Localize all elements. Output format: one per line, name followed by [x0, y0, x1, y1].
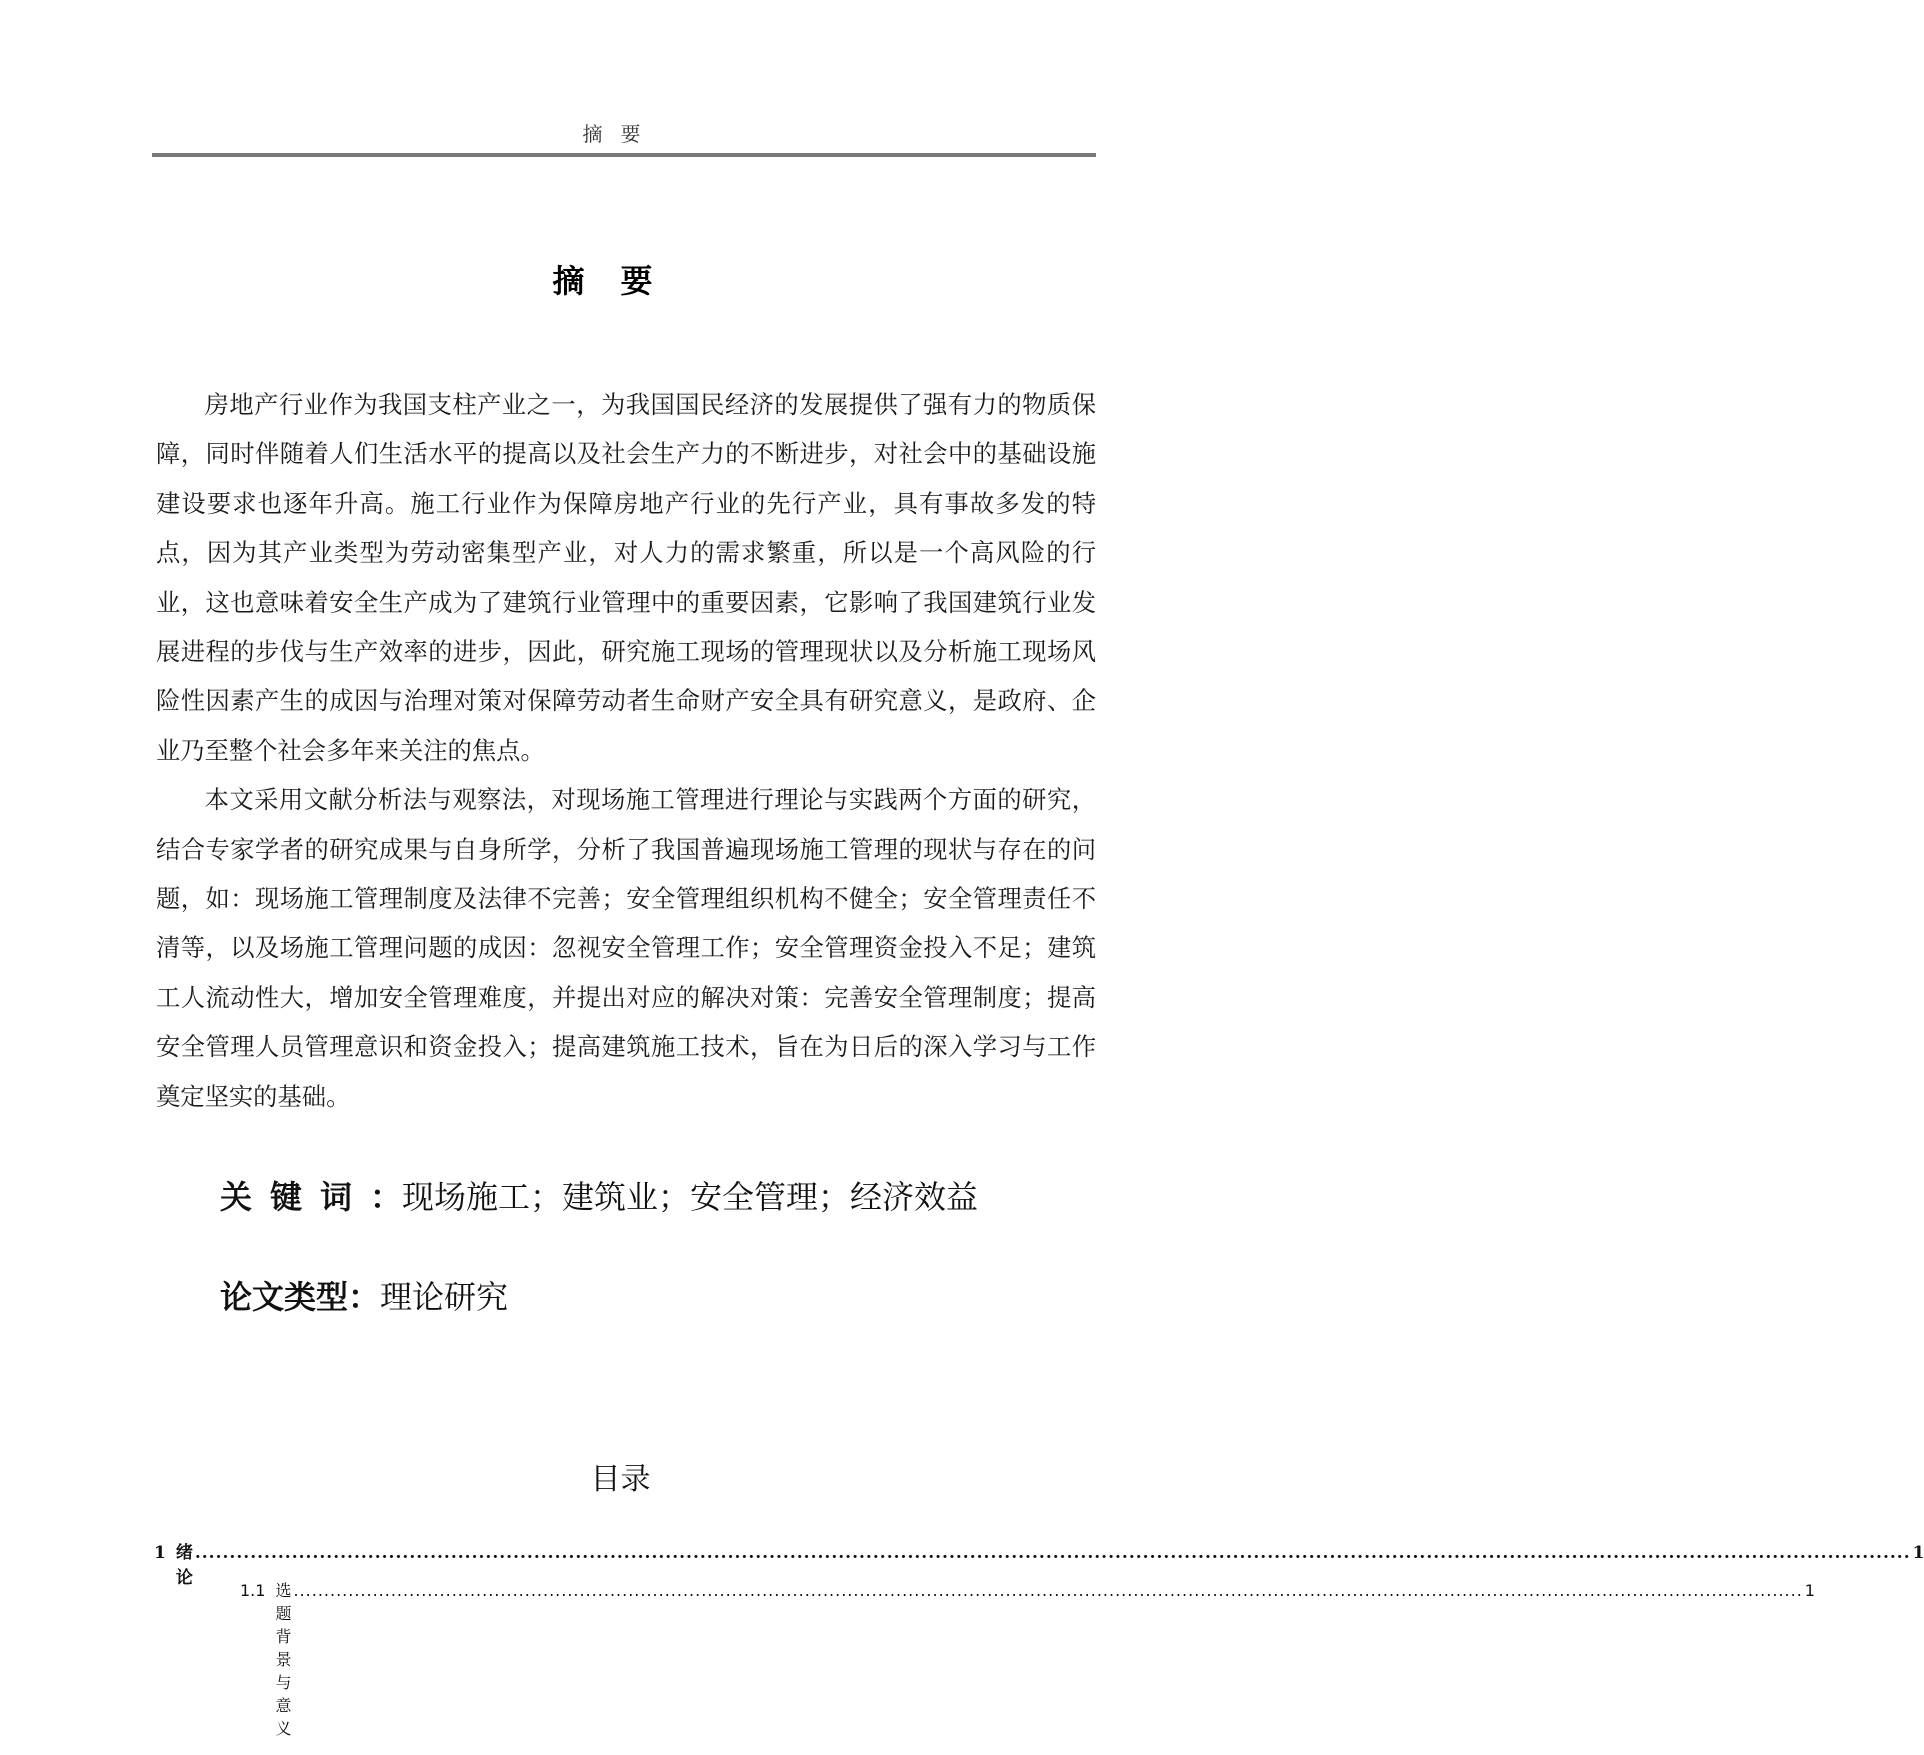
abstract-title: 摘要	[552, 262, 689, 300]
toc-entry[interactable]	[240, 1578, 1815, 1739]
abstract-paragraph: 房地产行业作为我国支柱产业之一，为我国国民经济的发展提供了强有力的物质保障，同时伴随着人们生活水平的提高以及社会生产力的不断进步，对社会中的基础设施建设要求也逐年升高。施工行业作为保障房地产行业的先行产业，具有事故多发的特点，因为其产业类型为劳动密集型产业，对人力的需求繁重，所以是一个高风险的行业，这也意味着安全生产成为了建筑行业管理中的重要因素，它影响了我国建筑行业发展进程的步伐与生产效率的进步，因此，研究施工现场的管理现状以及分析施工现场风险性因素产生的成因与治理对策对保障劳动者生命财产安全具有研究意义，是政府、企业乃至整个社会多年来关注的焦点。	[156, 390, 1096, 765]
keywords-separator: ：	[370, 1178, 403, 1216]
toc-entry-title: 选题背景与意义	[275, 1581, 292, 1738]
paper-type-separator: ：	[348, 1278, 381, 1316]
toc-entry-page: 1	[1912, 1543, 1924, 1563]
keywords-value: 现场施工；建筑业；安全管理；经济效益	[402, 1178, 979, 1216]
toc-leader-dots: ........................................................................................................................................................................................................................................................	[293, 1581, 1803, 1600]
running-header: 摘要	[582, 122, 659, 146]
paper-type-value: 理论研究	[380, 1278, 509, 1316]
toc-leader-dots: ........................................................................................................................................................................................................................................................	[194, 1543, 1911, 1563]
paper-type-label	[220, 1278, 380, 1316]
abstract-body	[156, 380, 1096, 1121]
toc-entry-page: 1	[1804, 1581, 1815, 1600]
keywords-label	[220, 1178, 402, 1216]
keywords-label-text: 关键词	[220, 1178, 371, 1216]
paper-type-line	[220, 1272, 508, 1318]
paper-type-label-text: 论文类型	[220, 1278, 349, 1316]
toc-entry-title: 绪论	[175, 1543, 193, 1588]
toc-entry-number: 1.1	[240, 1581, 266, 1600]
toc-entry-number: 1	[154, 1543, 166, 1563]
header-rule	[152, 153, 1096, 157]
toc-title: 目录	[590, 1462, 651, 1497]
abstract-paragraph: 本文采用文献分析法与观察法，对现场施工管理进行理论与实践两个方面的研究，结合专家学者的研究成果与自身所学，分析了我国普遍现场施工管理的现状与存在的问题，如：现场施工管理制度及法律不完善；安全管理组织机构不健全；安全管理责任不清等，以及场施工管理问题的成因：忽视安全管理工作；安全管理资金投入不足；建筑工人流动性大，增加安全管理难度，并提出对应的解决对策：完善安全管理制度；提高安全管理人员管理意识和资金投入；提高建筑施工技术，旨在为日后的深入学习与工作奠定坚实的基础。	[156, 785, 1096, 1111]
keywords-line	[220, 1172, 978, 1218]
